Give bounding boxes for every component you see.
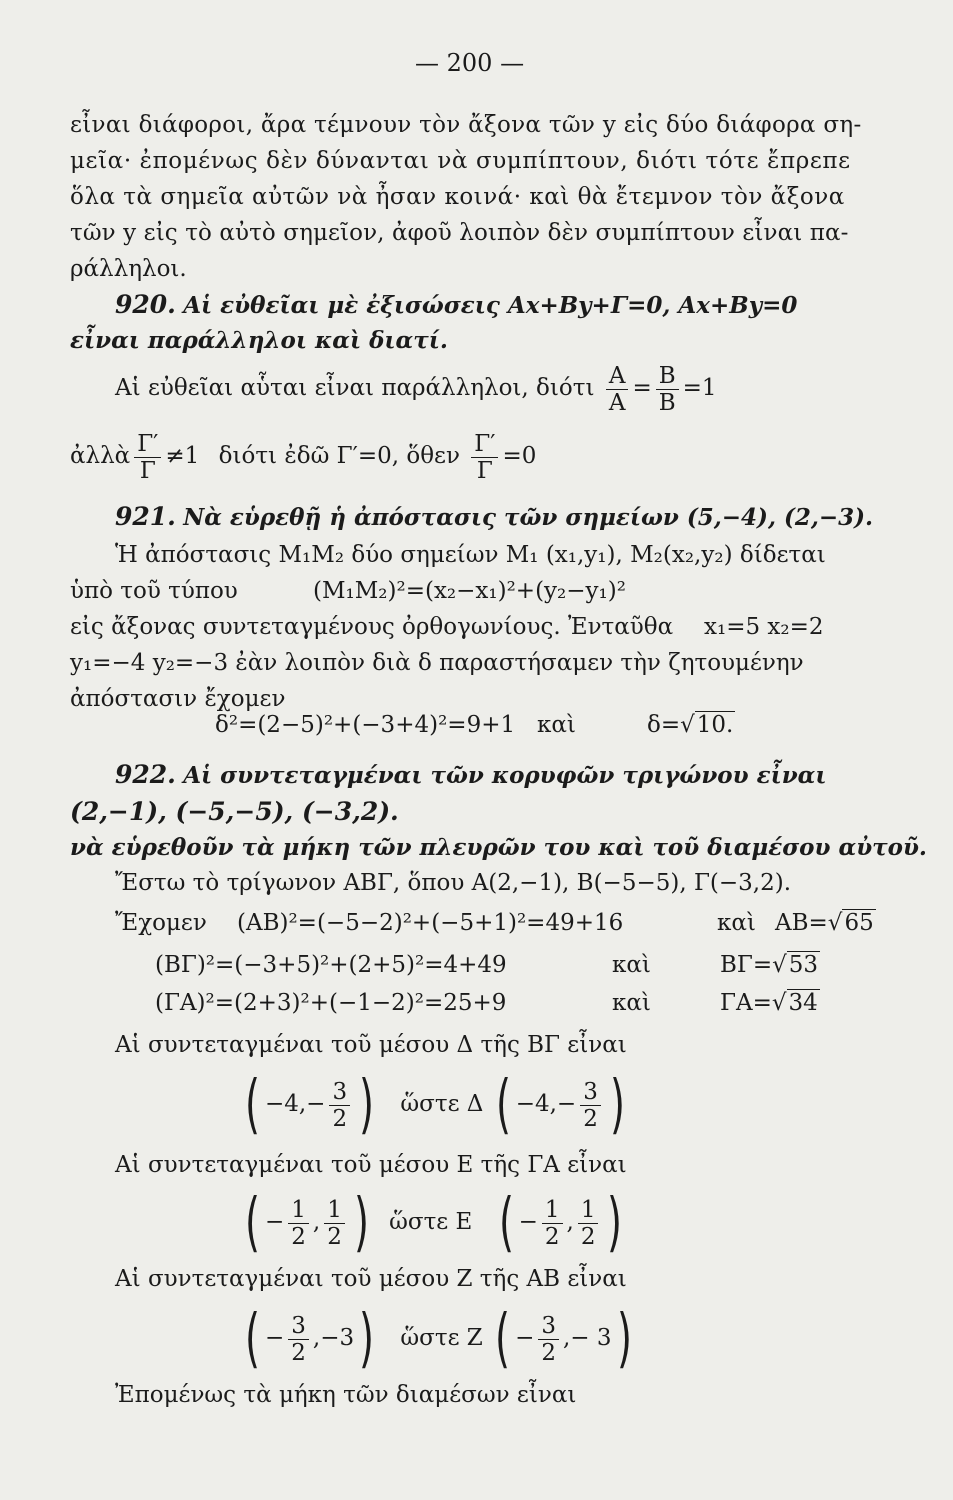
fraction [542,1197,563,1250]
numerator: 3 [580,1079,601,1106]
numerator: A [606,363,629,390]
numerator: 1 [578,1197,599,1224]
minus: − [264,1209,285,1235]
right-paren: ) [616,1302,632,1376]
minus: − [264,1325,285,1351]
sqrt: ΑΒ=√ [775,910,843,936]
sqrt: δ=√ [647,712,695,738]
minus: − [518,1209,538,1235]
problem-920-heading [115,290,797,321]
text-line: εἶναι διάφοροι, ἄρα τέμνουν τὸν ἄξονα τῶν y εἰς δύο διάφορα ση- [70,112,862,138]
text: Αἱ εὐθεῖαι αὗται εἶναι παράλληλοι, διότι [115,375,595,401]
comma: , [566,1209,574,1235]
numerator: Γ′ [134,431,161,458]
numerator: 1 [324,1197,345,1224]
text: καὶ [717,910,756,936]
text-line: μεῖα· ἐπομένως δὲν δύνανται νὰ συμπίπτουν, διότι τότε ἔπρεπε [70,148,851,174]
formula [647,710,735,740]
left-paren: ( [244,1068,260,1142]
right-paren: ) [359,1302,375,1376]
denominator: 2 [327,1223,342,1250]
text: ὥστε Δ [400,1091,484,1117]
equation-line [70,426,536,486]
problem-title: Νὰ εὑρεθῇ ἡ ἀπόστασις τῶν σημείων (5,−4), (2,−3). [183,504,874,531]
coordinate: ,− 3 [562,1325,612,1351]
denominator: 2 [291,1223,306,1250]
text: ὥστε Ε [389,1209,473,1235]
numerator: 3 [329,1079,350,1106]
text-line: τῶν y εἰς τὸ αὐτὸ σημεῖον, ἀφοῦ λοιπὸν δὲν συμπίπτουν εἶναι πα- [70,220,849,246]
problem-title: Αἱ συντεταγμέναι τῶν κορυφῶν τριγώνου εἶναι [183,762,827,789]
left-paren: ( [498,1186,514,1260]
equals-one: =1 [682,375,717,401]
page-number: — 200 — [415,49,525,77]
problem-921-heading [115,502,873,533]
right-paren: ) [609,1068,625,1142]
denominator: Γ [476,457,493,484]
equation-line [115,358,717,418]
denominator: 2 [583,1105,598,1132]
fraction [471,431,498,484]
denominator: A [608,389,626,416]
text: διότι ἐδῶ Γ′=0, ὅθεν [218,443,460,469]
values: x₁=5 x₂=2 [704,614,824,640]
coordinate: ,−3 [312,1325,355,1351]
sqrt: ΒΓ=√ [720,952,787,978]
left-paren: ( [495,1068,511,1142]
numerator: 1 [288,1197,309,1224]
formula [775,908,876,938]
text-line: y₁=−4 y₂=−3 ἐὰν λοιπὸν διὰ δ παραστήσαμεν τὴν ζητουμένην [70,650,804,676]
text: καὶ [612,990,651,1016]
formula: (M₁M₂)²=(x₂−x₁)²+(y₂−y₁)² [313,578,626,604]
text-line: Αἱ συντεταγμέναι τοῦ μέσου Ζ τῆς ΑΒ εἶναι [115,1266,627,1292]
problem-number: 920. [115,290,176,319]
radicand: 65 [844,910,874,936]
radicand: 10. [696,712,734,738]
right-paren: ) [359,1068,375,1142]
formula: (ΒΓ)²=(−3+5)²+(2+5)²=4+49 [155,952,507,978]
text-line: ἀπόστασιν ἔχομεν [70,686,286,712]
left-paren: ( [495,1302,511,1376]
equation-line [240,1186,627,1260]
fraction [580,1079,601,1132]
right-paren: ) [607,1186,623,1260]
text-line: ὅλα τὰ σημεῖα αὐτῶν νὰ ἦσαν κοινά· καὶ θὰ ἔτεμνον τὸν ἄξονα [70,184,845,210]
coordinate: −4,− [264,1091,326,1117]
denominator: 2 [580,1223,596,1250]
denominator: 2 [291,1339,306,1366]
left-paren: ( [244,1302,260,1376]
numerator: 3 [538,1313,559,1340]
text: καὶ [612,952,651,978]
right-paren: ) [353,1186,369,1260]
equation-line [115,908,874,938]
comma: , [312,1209,321,1235]
radicand: 34 [788,990,818,1016]
text: καὶ [537,712,576,738]
text: εἰς ἄξονας συντεταγμένους ὀρθογωνίους. Ἐνταῦθα [70,614,674,640]
formula: δ²=(2−5)²+(−3+4)²=9+1 [215,712,516,738]
problem-922-heading [115,760,826,791]
text-line: Ἐπομένως τὰ μήκη τῶν διαμέσων εἶναι [115,1382,577,1408]
text-line: Ἡ ἀπόστασις M₁M₂ δύο σημείων M₁ (x₁,y₁), M₂(x₂,y₂) δίδεται [115,542,826,568]
text-line: Αἱ συντεταγμέναι τοῦ μέσου Ε τῆς ΓΑ εἶναι [115,1152,627,1178]
problem-title-cont: εἶναι παράλληλοι καὶ διατί. [70,327,448,354]
sqrt: ΓΑ=√ [720,990,787,1016]
text: ὑπὸ τοῦ τύπου [70,578,238,604]
numerator: 3 [288,1313,309,1340]
equation-line [240,1302,636,1376]
numerator: B [656,363,679,390]
coordinate: −4,− [515,1091,577,1117]
problem-title-cont: (2,−1), (−5,−5), (−3,2). [70,797,399,826]
denominator: Γ [139,457,156,484]
equation-line [240,1068,630,1142]
fraction [324,1197,345,1250]
fraction [329,1079,350,1132]
text-line: ράλληλοι. [70,256,187,282]
fraction [606,363,629,416]
denominator: 2 [541,1339,556,1366]
text: ἀλλὰ [70,443,131,469]
fraction [288,1197,309,1250]
fraction [656,363,679,416]
formula [720,950,820,980]
equation-line [155,988,818,1018]
equals-zero: =0 [502,443,537,469]
fraction [288,1313,309,1366]
fraction [134,431,161,484]
radicand: 53 [788,952,819,978]
problem-title: Αἱ εὐθεῖαι μὲ ἐξισώσεις Ax+By+Γ=0, Ax+By=0 [183,292,798,319]
numerator: Γ′ [471,431,498,458]
problem-title-cont: νὰ εὑρεθοῦν τὰ μήκη τῶν πλευρῶν του καὶ τοῦ διαμέσου αὐτοῦ. [70,834,927,861]
equation-line [155,950,819,980]
text-line: Αἱ συντεταγμέναι τοῦ μέσου Δ τῆς ΒΓ εἶναι [115,1032,627,1058]
problem-number: 921. [115,502,176,531]
denominator: 2 [332,1105,348,1132]
problem-number: 922. [115,760,176,789]
numerator: 1 [542,1197,563,1224]
denominator: 2 [544,1223,560,1250]
text-line: Ἔστω τὸ τρίγωνον ΑΒΓ, ὅπου Α(2,−1), Β(−5−5), Γ(−3,2). [115,870,792,896]
formula [720,988,820,1018]
not-equal: ≠1 [165,443,200,469]
formula: (ΓΑ)²=(2+3)²+(−1−2)²=25+9 [155,990,507,1016]
denominator: B [658,389,676,416]
minus: − [515,1325,535,1351]
text: Ἔχομεν [115,910,207,936]
left-paren: ( [244,1186,260,1260]
fraction [538,1313,559,1366]
fraction [578,1197,599,1250]
text-line [70,576,626,606]
formula: (ΑΒ)²=(−5−2)²+(−5+1)²=49+16 [237,910,624,936]
text: ὥστε Ζ [400,1325,483,1351]
equation-line [215,710,734,740]
text-line [70,612,824,642]
equals: = [632,375,652,401]
